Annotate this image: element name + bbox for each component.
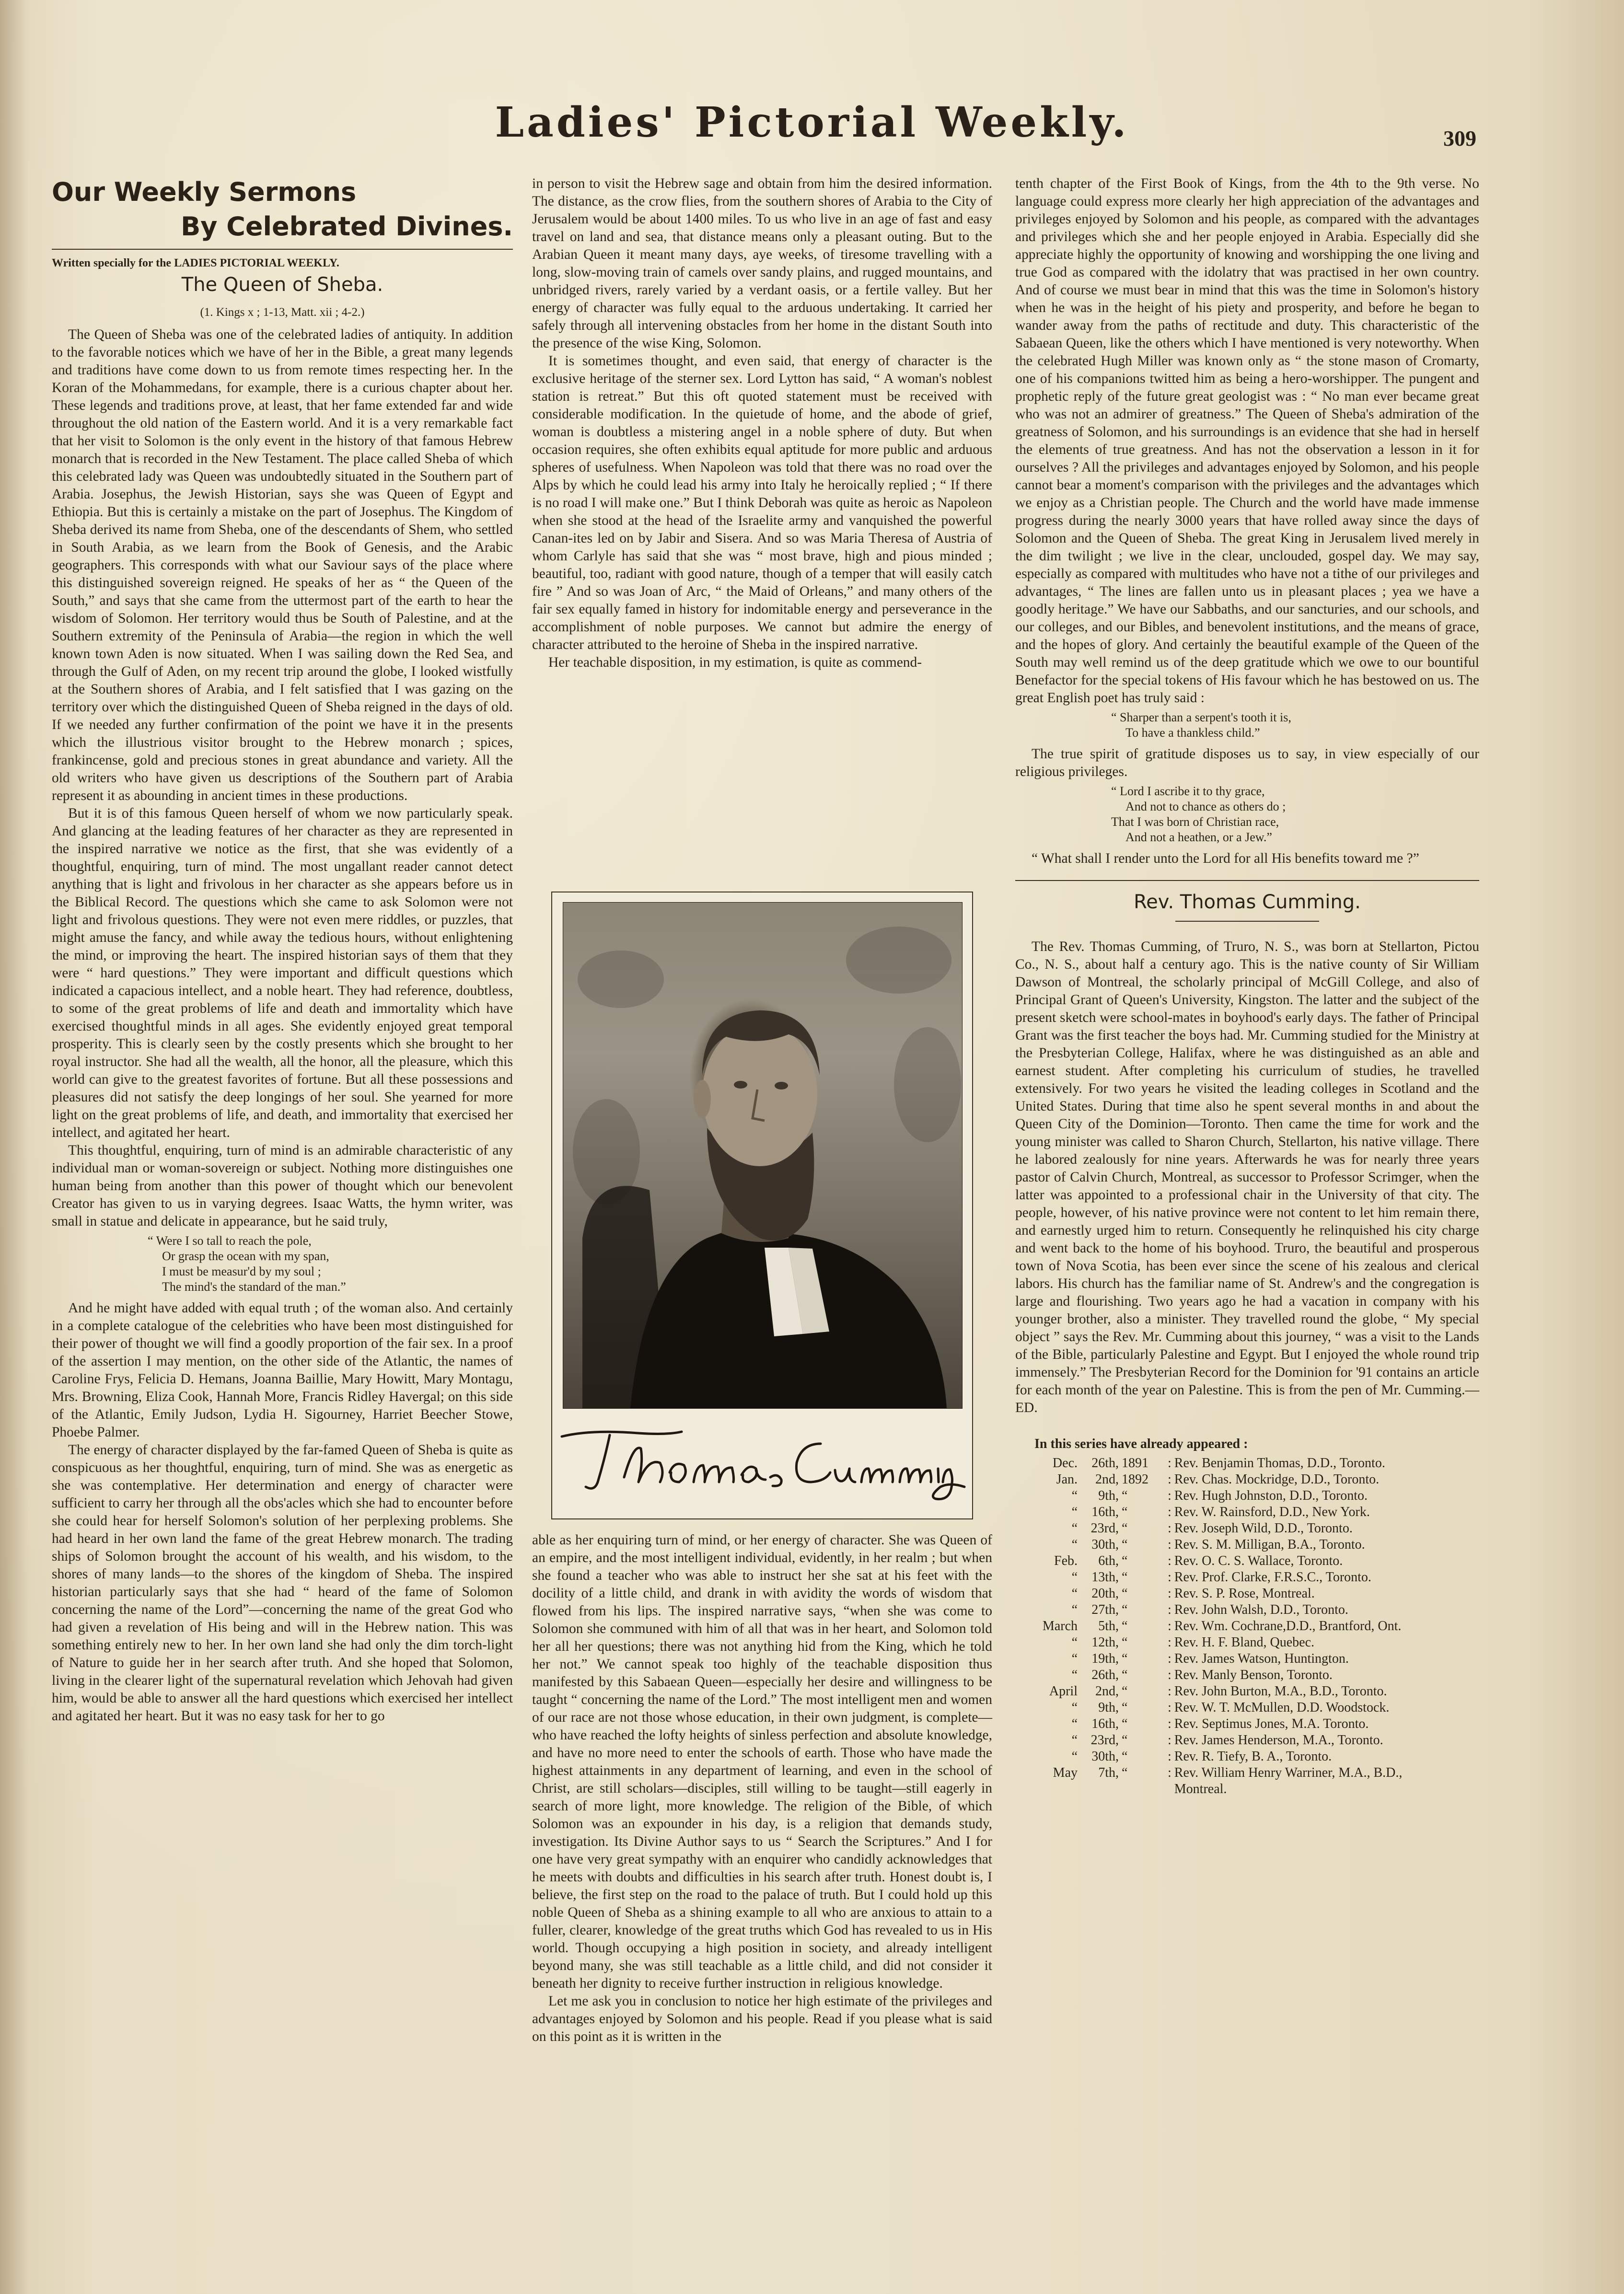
series-day: 30th, xyxy=(1091,1537,1119,1552)
series-separator: : xyxy=(1168,1553,1172,1568)
scripture-refs: (1. Kings x ; 1-13, Matt. xii ; 4-2.) xyxy=(200,306,365,319)
series-month: “ xyxy=(1071,1716,1078,1731)
series-table xyxy=(1034,1455,1405,1797)
binding-shadow xyxy=(0,0,29,2294)
table-row xyxy=(1034,1716,1405,1732)
series-minister: Rev. O. C. S. Wallace, Toronto. xyxy=(1174,1553,1343,1568)
series-month: Jan. xyxy=(1056,1472,1078,1487)
series-year: 1891 xyxy=(1122,1456,1148,1471)
series-day: 16th, xyxy=(1091,1505,1119,1519)
series-month: Feb. xyxy=(1054,1553,1078,1568)
series-day: 26th, xyxy=(1091,1456,1119,1471)
right-column xyxy=(1015,175,1479,1797)
verse-line: I must be measur'd by my soul ; xyxy=(162,1264,321,1278)
middle-column-continued xyxy=(532,1531,992,2046)
verse-line: “ Were I so tall to reach the pole, xyxy=(148,1234,312,1248)
paragraph: The Rev. Thomas Cumming, of Truro, N. S., was born at Stellarton, Pictou Co., N. S., about half a century ago. This is the native county of Sir William Dawson of Montreal, the scholarly principal of McGill College, and also of Principal Grant of Queen's University, Kingston. The latter and the subject of the present sketch were school-mates in boyhood's early days. The father of Principal Grant was the first teacher the boys had. Mr. Cumming studied for the Ministry at the Presbyterian College, Halifax, where he was distinguished as an able and earnest student. After completing his curriculum of studies, he travelled extensively. For two years he visited the leading colleges in Scotland and the United States. During that time also he spent several months in and about the Queen City of the Dominion—Toronto. Then came the time for work and the young minister was called to Sharon Church, Stellarton, his native village. There he labored zealously for nine years. Afterwards he was for nearly three years pastor of Calvin Church, Montreal, as successor to Professor Scrimger, when the latter was appointed to a professional chair in the University of that city. The people, however, of his native province were not content to let him remain there, and earnestly urged him to return. Consequently he relinquished his city charge and went back to the home of his boyhood. Truro, the beautiful and prosperous town of Nova Scotia, has been ever since the scene of his zealous and clerical labors. His church has the familiar name of St. Andrew's and the congregation is large and flourishing. Two years ago he had a vacation in company with his younger brother, also a minister. They travelled round the globe, “ My special object ” says the Rev. Mr. Cumming about this journey, “ was a visit to the Lands of the Bible, particularly Palestine and Egypt. But I enjoyed the whole round trip immensely.” The Presbyterian Record for the Dominion for '91 contains an article for each month of the year on Palestine. This is from the pen of Mr. Cumming.—ED. xyxy=(1015,939,1479,1415)
series-separator: : xyxy=(1168,1733,1172,1748)
series-year: “ xyxy=(1122,1651,1128,1666)
table-row xyxy=(1034,1781,1405,1797)
series-minister: Rev. R. Tiefy, B. A., Toronto. xyxy=(1174,1749,1332,1764)
table-row xyxy=(1034,1471,1405,1488)
series-title xyxy=(52,175,513,244)
paragraph: able as her enquiring turn of mind, or her energy of character. She was Queen of an empire, and the most intelligent individual, evidently, in her realm ; but when she found a teacher who was able to instruct her she sat at his feet with the docility of a little child, and drank in with avidity the words of wisdom that flowed from his lips. The inspired narrative says, “when she was come to Solomon she communed with him of all that was in her heart, and Solomon told her all her questions; there was not anything hid from the King, which he told her not.” We cannot speak too highly of the teachable disposition thus manifested by this Sabaean Queen—especially her desire and willingness to be taught “ concerning the name of the Lord.” The most intelligent men and women of our race are not those whose education, in their own judgment, is complete—who have reached the lofty heights of sinless perfection and absolute knowledge, and have no more need to enter the schools of earth. Those who have made the highest attainments in any department of learning, and even in the school of Christ, are still scholars—disciples, still willing to be taught—still eagerly in search of more light, more knowledge. The religion of the Bible, of which Solomon was an expounder in his day, is a religion that demands study, investigation. Its Divine Author says to us “ Search the Scriptures.” And I for one have very great sympathy with an enquirer who candidly acknowledges that he meets with doubts and difficulties in his search after truth. Honest doubt is, I believe, the first step on the road to the palace of truth. But I could hold up this noble Queen of Sheba as a shining example to all who are anxious to attain to a fuller, clearer, knowledge of the great truths which God has revealed to us in His world. Though occupying a high position in society, and already intelligent beyond many, she was still teachable as a little child, and did not consider it beneath her dignity to receive further instruction in religious knowledge. xyxy=(532,1532,992,1991)
series-year: “ xyxy=(1122,1570,1128,1585)
series-minister: Rev. John Burton, M.A., B.D., Toronto. xyxy=(1174,1684,1387,1699)
paragraph: tenth chapter of the First Book of Kings, from the 4th to the 9th verse. No language could express more clearly her high appreciation of the advantages and privileges enjoyed by Solomon and his people, as compared with the advantages and privileges which she and her people enjoyed in Arabia. Especially did she appreciate highly the opportunity of knowing and worshipping the one living and true God as compared with the idolatry that was practised in her own country. And of course we must bear in mind that this was the time in Solomon's history when he was in the height of his piety and prosperity, and before he began to wander away from the paths of rectitude and duty. This characteristic of the Sabaean Queen, like the others which I have mentioned is very noteworthy. When the celebrated Hugh Miller was known only as “ the stone mason of Cromarty, one of his companions twitted him as being a hero-worshipper. The pungent and prophetic reply of the future great geologist was : “ No man ever became great who was not an admirer of greatness.” The Queen of Sheba's admiration of the greatness of Solomon, and his surroundings is an evidence that she had in herself the elements of true greatness. And has not the observation a lesson in it for ourselves ? All the privileges and advantages enjoyed by Solomon, and his people cannot bear a moment's comparison with the privileges and the advantages which we enjoy as a Christian people. The Church and the world have made immense progress during the nearly 3000 years that have rolled away since the days of Solomon and the Queen of Sheba. The great King in Jerusalem lived merely in the dim twilight ; we live in the clear, unclouded, gospel day. We may say, especially as compared with multitudes who have not a tithe of our privileges and advantages, “ The lines are fallen unto us in pleasant places ; yea we have a goodly heritage.” We have our Sabbaths, and our sancturies, and our schools, and our colleges, and our Bibles, and benevolent institutions, and the means of grace, and the hopes of glory. And certainly the beautiful example of the Queen of the South may well remind us of the deep gratitude which we owe to our bountiful Benefactor for the special tokens of His favour which he has bestowed on us. The great English poet has truly said : xyxy=(1015,176,1479,706)
series-day: 26th, xyxy=(1091,1668,1119,1682)
series-year: “ xyxy=(1122,1488,1128,1503)
series-day: 30th, xyxy=(1091,1749,1119,1764)
verse-line: The mind's the standard of the man.” xyxy=(162,1280,346,1294)
series-month: Dec. xyxy=(1052,1456,1078,1471)
series-minister: Rev. Chas. Mockridge, D.D., Toronto. xyxy=(1174,1472,1380,1487)
table-row xyxy=(1034,1651,1405,1667)
series-month: “ xyxy=(1071,1488,1078,1503)
series-minister: Rev. W. Rainsford, D.D., New York. xyxy=(1174,1505,1370,1519)
table-row xyxy=(1034,1569,1405,1586)
series-day: 16th, xyxy=(1091,1716,1119,1731)
verse-line: That I was born of Christian race, xyxy=(1111,815,1279,829)
hymn-quote xyxy=(1111,784,1479,845)
series-minister: Rev. W. T. McMullen, D.D. Woodstock. xyxy=(1174,1700,1390,1715)
series-separator: : xyxy=(1168,1749,1172,1764)
series-minister: Montreal. xyxy=(1174,1782,1227,1796)
series-separator: : xyxy=(1168,1684,1172,1699)
series-year: “ xyxy=(1122,1749,1128,1764)
series-month xyxy=(1034,1781,1080,1797)
table-row xyxy=(1034,1765,1405,1781)
series-month: “ xyxy=(1071,1635,1078,1650)
series-separator: : xyxy=(1168,1635,1172,1650)
series-month: “ xyxy=(1071,1537,1078,1552)
series-day: 12th, xyxy=(1091,1635,1119,1650)
series-minister: Rev. S. P. Rose, Montreal. xyxy=(1174,1586,1315,1601)
paragraph: Let me ask you in conclusion to notice her high estimate of the privileges and advantages enjoyed by Solomon and his people. Read if you please what is said on this point as it is written in the xyxy=(532,1993,992,2044)
series-month: “ xyxy=(1071,1586,1078,1601)
masthead: Ladies' Pictorial Weekly. xyxy=(495,98,1129,147)
series-day: 2nd, xyxy=(1095,1684,1119,1699)
series-minister: Rev. Wm. Cochrane,D.D., Brantford, Ont. xyxy=(1174,1619,1402,1634)
series-minister: Rev. James Henderson, M.A., Toronto. xyxy=(1174,1733,1383,1748)
table-row xyxy=(1034,1488,1405,1504)
paragraph: Her teachable disposition, in my estimation, is quite as commend- xyxy=(548,655,922,670)
series-separator: : xyxy=(1168,1619,1172,1634)
table-row xyxy=(1034,1504,1405,1520)
series-separator: : xyxy=(1168,1716,1172,1731)
series-year: “ xyxy=(1122,1733,1128,1748)
series-separator: : xyxy=(1168,1668,1172,1682)
series-separator: : xyxy=(1168,1602,1172,1617)
series-month: “ xyxy=(1071,1749,1078,1764)
series-year: “ xyxy=(1122,1765,1128,1780)
signature-handwriting xyxy=(552,1415,972,1506)
series-day: 19th, xyxy=(1091,1651,1119,1666)
paragraph: The true spirit of gratitude disposes us to say, in view especially of our religious privileges. xyxy=(1015,746,1479,779)
series-month: March xyxy=(1042,1619,1078,1634)
series-separator: : xyxy=(1168,1488,1172,1503)
series-separator: : xyxy=(1168,1586,1172,1601)
series-separator: : xyxy=(1168,1765,1172,1780)
series-minister: Rev. William Henry Warriner, M.A., B.D., xyxy=(1174,1765,1403,1780)
series-day xyxy=(1080,1781,1122,1797)
table-row xyxy=(1034,1520,1405,1537)
portrait-photo xyxy=(563,902,963,1409)
series-separator: : xyxy=(1168,1472,1172,1487)
series-minister: Rev. Manly Benson, Toronto. xyxy=(1174,1668,1333,1682)
series-day: 20th, xyxy=(1091,1586,1119,1601)
series-day: 6th, xyxy=(1098,1553,1119,1568)
table-row xyxy=(1034,1586,1405,1602)
series-year: 1892 xyxy=(1122,1472,1148,1487)
table-row xyxy=(1034,1732,1405,1749)
middle-column xyxy=(532,175,992,672)
paragraph: The Queen of Sheba was one of the celebrated ladies of antiquity. In addition to the favorable notices which we have of her in the Bible, a great many legends and traditions have come down to us from remote times respecting her. In the Koran of the Mohammedans, for example, there is a curious chapter about her. These legends and traditions prove, at least, that her fame extended far and wide throughout the old nation of the Eastern world. And it is a very remarkable fact that her visit to Solomon is the only event in the history of that famous Hebrew monarch that is recorded in the New Testament. The place called Sheba of which this celebrated lady was Queen was undoubtedly situated in the Southern part of Arabia. Josephus, the Jewish Historian, says she was Queen of Egypt and Ethiopia. But this is certainly a mistake on the part of Josephus. The Kingdom of Sheba derived its name from Sheba, one of the descendants of Shem, who settled in South Arabia, as we learn from the Book of Genesis, and the Arabic geographers. This corresponds with what our Saviour says of the place where this distinguished sovereign reigned. He speaks of her as “ the Queen of the South,” and says that she came from the uttermost part of the earth to hear the wisdom of Solomon. Her territory would thus be South of Palestine, and at the Southern extremity of the Peninsula of Arabia—the region in which the well known town Aden is now situated. When I was sailing down the Red Sea, and through the Gulf of Aden, on my recent trip around the globe, I looked wistfully at the Southern shores of Arabia, and I felt satisfied that I was gazing on the territory over which the distinguished Queen of Sheba reigned in the days of old. If we needed any further confirmation of the point we have it in the presents which the illustrious visitor brought to the Hebrew monarch ; spices, frankincense, gold and precious stones in great abundance and variety. All the old writers who have given us descriptions of the Southern part of Arabia represent it as abounding in ancient times in these productions. xyxy=(52,327,513,803)
series-day: 27th, xyxy=(1091,1602,1119,1617)
series-minister: Rev. S. M. Milligan, B.A., Toronto. xyxy=(1174,1537,1365,1552)
table-row xyxy=(1034,1700,1405,1716)
series-minister: Rev. Hugh Johnston, D.D., Toronto. xyxy=(1174,1488,1368,1503)
series-separator: : xyxy=(1168,1651,1172,1666)
series-month: April xyxy=(1049,1684,1078,1699)
left-column xyxy=(52,175,513,1725)
series-minister: Rev. James Watson, Huntington. xyxy=(1174,1651,1349,1666)
paragraph: in person to visit the Hebrew sage and obtain from him the desired information. The distance, as the crow flies, from the southern shores of Arabia to the City of Jerusalem would be about 1400 miles. To us who live in an age of fast and easy travel on land and sea, that distance means only a pleasant outing. But to the Arabian Queen it meant many days, aye weeks, of tiresome travelling with a long, slow-moving train of camels over sandy plains, and rugged mountains, and unbridged rivers, rarely varied by a verdant oasis, or a fertile valley. But her energy of character was fully equal to the arduous undertaking. It carried her safely through all intervening obstacles from her home in the distant South into the presence of the wise King, Solomon. xyxy=(532,176,992,351)
series-title-line1: Our Weekly Sermons xyxy=(52,177,357,207)
paragraph: But it is of this famous Queen herself of whom we now particularly speak. And glancing at the leading features of her character as they are represented in the inspired narrative we notice as the first, that she was evidently of a thoughtful, enquiring, turn of mind. The most ungallant reader cannot detect anything that is light and frivolous in her character as she appears before us in the Biblical Record. The questions which she came to ask Solomon were not light and frivolous questions. They were not even mere riddles, or puzzles, that might amuse the fancy, and while away the tedious hours, without enlightening the mind, or improving the heart. The inspired historian says of them that they were “ hard questions.” They were important and difficult questions which indicated a capacious intellect, and a noble heart. They had reference, doubtless, to some of the great problems of life and death and immortality which have exercised thoughtful minds in all ages. She evidently enjoyed great temporal prosperity. This is clearly seen by the costly presents which she brought to her royal instructor. She had all the wealth, all the honor, all the pleasure, which this world can give to the greatest favorites of fortune. But all these possessions and pleasures did not satisfy the deep longings of her soul. She yearned for more light on the great problems of life, and death, and immortality that exercised her intellect, and agitated her heart. xyxy=(52,806,513,1140)
series-separator: : xyxy=(1168,1570,1172,1585)
table-row xyxy=(1034,1683,1405,1700)
series-day: 9th, xyxy=(1098,1488,1119,1503)
table-row xyxy=(1034,1537,1405,1553)
sermon-title: The Queen of Sheba. xyxy=(181,274,383,296)
paragraph: This thoughtful, enquiring, turn of mind is an admirable characteristic of any individual man or woman-sovereign or subject. Nothing more distinguishes one human being from another than this power of thought which our benevolent Creator has given to us in varying degrees. Isaac Watts, the hymn writer, was small in statue and delicate in appearance, but he said truly, xyxy=(52,1143,513,1229)
series-day: 9th, xyxy=(1098,1700,1119,1715)
series-year: “ xyxy=(1122,1586,1128,1601)
paragraph: It is sometimes thought, and even said, that energy of character is the exclusive heritage of the sterner sex. Lord Lytton has said, “ A woman's noblest station is retreat.” But this oft quoted statement must be received with considerable modification. In the quietude of home, and the abode of grief, woman is doubtless a mistering angel in a noble sphere of duty. But when occasion requires, she often exhibits equal aptitude for more public and arduous spheres of usefulness. When Napoleon was told that there was no road over the Alps by which he could lead his army into Italy he heroically replied ; “ If there is no road I will make one.” But I think Deborah was quite as heroic as Napoleon when she stood at the head of the Israelite army and vanquished the powerful Canan-ites led on by Jabir and Sisera. And so was Maria Theresa of Austria of whom Carlyle has said that she was “ most brave, high and pious minded ; beautiful, too, radiant with good nature, though of a temper that will easily catch fire ” And so was Joan of Arc, “ the Maid of Orleans,” and many others of the fair sex equally famed in history for indomitable energy and perseverance in the accomplishment of noble purposes. We cannot but admire the energy of character attributed to the heroine of Sheba in the inspired narrative. xyxy=(532,353,992,652)
series-month: “ xyxy=(1071,1521,1078,1536)
portrait-figure xyxy=(551,892,973,1519)
verse-line: To have a thankless child.” xyxy=(1125,726,1260,740)
divider xyxy=(1175,921,1319,922)
table-row xyxy=(1034,1667,1405,1683)
verse-line: “ Sharper than a serpent's tooth it is, xyxy=(1111,710,1291,724)
page-number: 309 xyxy=(1443,126,1476,151)
series-minister: Rev. H. F. Bland, Quebec. xyxy=(1174,1635,1315,1650)
series-year: “ xyxy=(1122,1684,1128,1699)
series-separator: : xyxy=(1168,1505,1172,1519)
series-separator: : xyxy=(1168,1700,1172,1715)
series-month: “ xyxy=(1071,1570,1078,1585)
series-day: 5th, xyxy=(1098,1619,1119,1634)
series-separator: : xyxy=(1168,1521,1172,1536)
series-year: “ xyxy=(1122,1553,1128,1568)
table-row xyxy=(1034,1749,1405,1765)
verse-quote xyxy=(148,1233,513,1295)
series-month: “ xyxy=(1071,1668,1078,1682)
verse-line: Or grasp the ocean with my span, xyxy=(162,1249,329,1263)
series-day: 23rd, xyxy=(1090,1521,1119,1536)
series-year: “ xyxy=(1122,1521,1128,1536)
series-day: 23rd, xyxy=(1090,1733,1119,1748)
verse-line: And not a heathen, or a Jew.” xyxy=(1125,830,1272,844)
verse-line: And not to chance as others do ; xyxy=(1125,799,1286,813)
table-row xyxy=(1034,1602,1405,1618)
series-day: 2nd, xyxy=(1095,1472,1119,1487)
paragraph: The energy of character displayed by the far-famed Queen of Sheba is quite as conspicuous as her thoughtful, enquiring, turn of mind. She was as energetic as she was contemplative. Her determination and energy of character were sufficient to carry her through all the obs'acles which she had to encounter before she could hear for herself Solomon's solution of her perplexing problems. She had heard in her own land the fame of the great Hebrew monarch. The trading ships of Solomon brought the account of his wealth, and his wisdom, to the shores of many lands—to the shores of the kingdom of Sheba. The inspired historian particularly says that she had “ heard of the fame of Solomon concerning the name of the Lord”—concerning the name of the great God who had given a revelation of His being and will in the Hebrew nation. This was something entirely new to her. In her own land she had only the dim torch-light of Nature to guide her in her search after truth. And she hoped that Solomon, living in the clearer light of the supernatural revelation which Jehovah had given him, would be able to answer all the hard questions which exercised her intellect and agitated her heart. But it was no easy task for her to go xyxy=(52,1442,513,1724)
paragraph: “ What shall I render unto the Lord for all His benefits toward me ?” xyxy=(1032,851,1419,866)
series-title-line2: By Celebrated Divines. xyxy=(181,211,513,242)
series-month: “ xyxy=(1071,1505,1078,1519)
divider xyxy=(52,249,513,250)
series-separator: : xyxy=(1168,1537,1172,1552)
table-row xyxy=(1034,1553,1405,1569)
series-year: “ xyxy=(1122,1700,1128,1715)
table-row xyxy=(1034,1455,1405,1471)
series-year: “ xyxy=(1122,1716,1128,1731)
series-list xyxy=(1015,1436,1479,1797)
series-year: “ xyxy=(1122,1537,1128,1552)
series-minister: Rev. Benjamin Thomas, D.D., Toronto. xyxy=(1174,1456,1385,1471)
series-month: “ xyxy=(1071,1602,1078,1617)
verse-line: “ Lord I ascribe it to thy grace, xyxy=(1111,784,1265,798)
signature xyxy=(552,1415,972,1506)
series-year xyxy=(1122,1781,1168,1797)
table-row xyxy=(1034,1618,1405,1634)
series-year: “ xyxy=(1122,1668,1128,1682)
bio-title: Rev. Thomas Cumming. xyxy=(1134,891,1361,913)
series-separator xyxy=(1168,1781,1174,1797)
paragraph: And he might have added with equal truth ; of the woman also. And certainly in a complete catalogue of the celebrities who have been most distinguished for their power of thought we will find a goodly proportion of the fair sex. In a proof of the assertion I may mention, on the other side of the Atlantic, the names of Caroline Frys, Felicia D. Hemans, Joanna Baillie, Mary Howitt, Mary Montagu, Mrs. Browning, Eliza Cook, Hannah More, Francis Ridley Havergal; on this side of the Atlantic, Emily Judson, Lydia H. Sigourney, Harriet Beecher Stowe, Phoebe Palmer. xyxy=(52,1300,513,1440)
series-month: “ xyxy=(1071,1700,1078,1715)
series-minister: Rev. Prof. Clarke, F.R.S.C., Toronto. xyxy=(1174,1570,1371,1585)
series-year: “ xyxy=(1122,1635,1128,1650)
poem-quote xyxy=(1111,710,1479,741)
series-minister: Rev. John Walsh, D.D., Toronto. xyxy=(1174,1602,1348,1617)
portrait-illustration xyxy=(563,903,962,1408)
series-list-header: In this series have already appeared : xyxy=(1034,1437,1248,1451)
divider xyxy=(1015,880,1479,881)
series-day: 7th, xyxy=(1098,1765,1119,1780)
series-separator: : xyxy=(1168,1456,1172,1471)
series-year: “ xyxy=(1122,1619,1128,1634)
table-row xyxy=(1034,1634,1405,1651)
series-minister: Rev. Joseph Wild, D.D., Toronto. xyxy=(1174,1521,1353,1536)
byline: Written specially for the LADIES PICTORIAL WEEKLY. xyxy=(52,257,339,269)
series-year: “ xyxy=(1122,1505,1128,1519)
series-day: 13th, xyxy=(1091,1570,1119,1585)
series-minister: Rev. Septimus Jones, M.A. Toronto. xyxy=(1174,1716,1369,1731)
series-month: May xyxy=(1053,1765,1078,1780)
series-month: “ xyxy=(1071,1733,1078,1748)
series-month: “ xyxy=(1071,1651,1078,1666)
series-year: “ xyxy=(1122,1602,1128,1617)
